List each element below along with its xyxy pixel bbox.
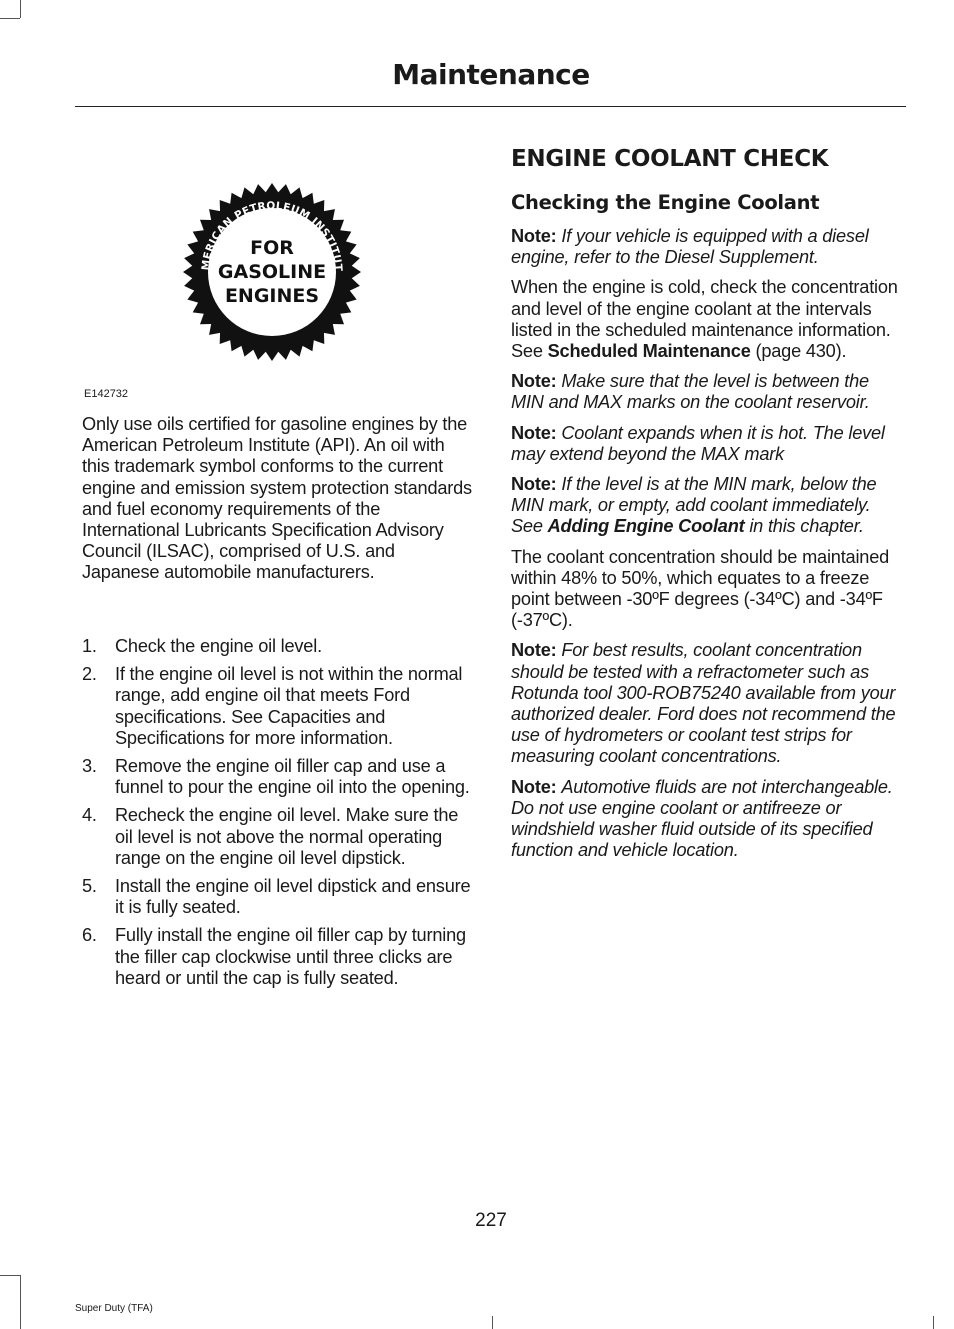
note-expansion xyxy=(511,423,903,465)
badge-line-for: FOR xyxy=(250,237,294,259)
page-number: 227 xyxy=(475,1210,507,1231)
page-title: Maintenance xyxy=(392,58,590,91)
step-text: Recheck the engine oil level. Make sure the oil level is not above the normal operating range on the engine oil level dipstick. xyxy=(115,805,459,868)
badge-line-engines: ENGINES xyxy=(224,285,320,307)
note-label: Note: xyxy=(511,226,557,246)
note-label: Note: xyxy=(511,371,557,392)
step-number: 4. xyxy=(82,805,97,826)
section-heading: ENGINE COOLANT CHECK xyxy=(511,146,829,172)
note-text-end: in this chapter. xyxy=(749,516,864,537)
api-certification-mark xyxy=(182,182,362,362)
list-item xyxy=(82,876,474,918)
note-text: Coolant expands when it is hot. The level may extend beyond the MAX mark xyxy=(511,422,885,464)
note-diesel xyxy=(511,226,903,268)
step-text: Check the engine oil level. xyxy=(115,636,322,656)
api-starburst-icon xyxy=(182,182,362,362)
check-coolant-paragraph xyxy=(511,277,903,362)
badge-bottom-arc: CERTIFIED xyxy=(235,305,309,330)
right-column xyxy=(511,146,903,870)
list-item xyxy=(82,925,474,989)
list-item xyxy=(82,664,474,749)
note-text: If the level is at the MIN mark, below the MIN mark, or empty, add coolant immediately. See xyxy=(511,474,877,537)
step-number: 6. xyxy=(82,925,97,946)
note-label: Note: xyxy=(511,776,557,797)
list-item xyxy=(82,805,474,869)
crop-mark-top-left-h xyxy=(0,18,20,19)
oil-certification-paragraph: Only use oils certified for gasoline engines by the American Petroleum Institute (API). An oil with this trademark symbol conforms to the current engine and emission system protection standards and fuel economy requirements of the International Lubricants Specification Advisory Council (ILSAC), comprised of U.S. and Japanese automobile manufacturers. xyxy=(82,414,472,583)
note-text: For best results, coolant concentration should be tested with a refractometer such as Rotunda tool 300-ROB75240 available from your authorized dealer. Ford does not recommend the use of hydrometers or coolant test strips for measuring coolant concentrations. xyxy=(511,640,896,767)
crop-mark-bottom-left-h xyxy=(0,1275,20,1276)
note-text: Automotive fluids are not interchangeable. Do not use engine coolant or antifreeze or windshield washer fluid outside of its specified function and vehicle location. xyxy=(511,776,893,861)
oil-steps-list xyxy=(82,636,474,996)
note-text: If your vehicle is equipped with a diesel engine, refer to the Diesel Supplement. xyxy=(511,226,869,268)
step-number: 5. xyxy=(82,876,97,897)
concentration-paragraph: The coolant concentration should be maintained within 48% to 50%, which equates to a freeze point between -30ºF degrees (-34ºC) and -34ºF (-37ºC). xyxy=(511,546,890,631)
note-label: Note: xyxy=(511,640,557,661)
note-fluids xyxy=(511,777,903,862)
step-number: 1. xyxy=(82,636,97,656)
crop-mark-bottom-right xyxy=(933,1316,934,1329)
step-number: 2. xyxy=(82,664,97,685)
cross-reference-link[interactable]: Scheduled Maintenance xyxy=(547,341,751,362)
page-reference: (page 430). xyxy=(755,341,847,362)
image-id: E142732 xyxy=(84,388,129,400)
document-name: Super Duty (TFA) xyxy=(75,1303,153,1314)
crop-mark-top-left-v xyxy=(20,0,21,18)
crop-mark-bottom-left-v xyxy=(20,1275,21,1329)
list-item xyxy=(82,636,474,657)
note-add-coolant xyxy=(511,474,903,538)
note-text: Make sure that the level is between the MIN and MAX marks on the coolant reservoir. xyxy=(511,371,870,413)
cross-reference-link[interactable]: Adding Engine Coolant xyxy=(547,516,745,537)
note-label: Note: xyxy=(511,422,557,443)
step-text: Install the engine oil level dipstick and ensure it is fully seated. xyxy=(115,876,471,918)
crop-mark-bottom-mid xyxy=(492,1316,493,1329)
badge-top-arc: MERICAN PETROLEUM INSTITUT xyxy=(199,199,345,272)
note-min-max xyxy=(511,371,903,413)
step-text: Remove the engine oil filler cap and use a funnel to pour the engine oil into the opening. xyxy=(115,756,470,798)
paragraph-text: When the engine is cold, check the concentration and level of the engine coolant at the intervals listed in the scheduled maintenance information. See xyxy=(511,277,898,362)
note-label: Note: xyxy=(511,474,557,495)
step-text: Fully install the engine oil filler cap by turning the filler cap clockwise until three clicks are heard or until the cap is fully seated. xyxy=(115,925,466,988)
subsection-heading: Checking the Engine Coolant xyxy=(511,191,820,214)
badge-line-gasoline: GASOLINE xyxy=(217,261,327,283)
title-divider xyxy=(75,106,906,107)
step-text: If the engine oil level is not within the normal range, add engine oil that meets Ford specifications. See Capacities and Specifications for more information. xyxy=(115,664,463,748)
step-number: 3. xyxy=(82,756,97,777)
list-item xyxy=(82,756,474,798)
note-refractometer xyxy=(511,640,903,767)
